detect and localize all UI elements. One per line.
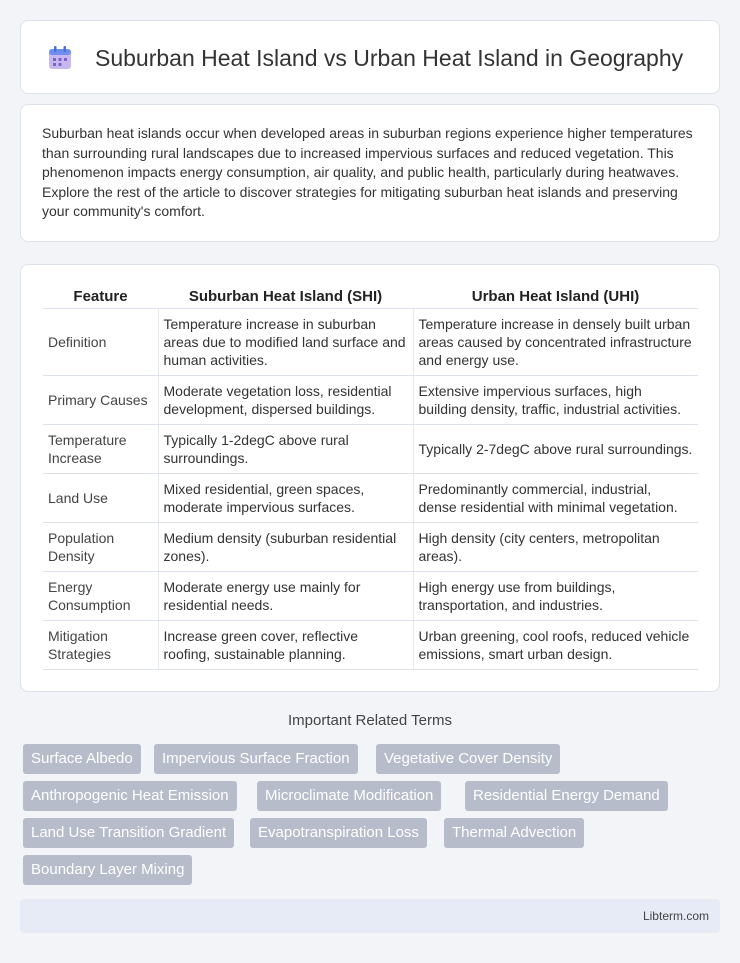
- feature-cell: Mitigation Strategies: [43, 620, 158, 669]
- term-tag[interactable]: Surface Albedo: [23, 744, 141, 774]
- calendar-icon: [47, 45, 73, 71]
- footer: [20, 899, 720, 933]
- table-header-row: [43, 282, 698, 308]
- table-row: [43, 522, 698, 571]
- header-card: [20, 20, 720, 94]
- shi-cell: Mixed residential, green spaces, moderate impervious surfaces.: [158, 473, 413, 522]
- table-row: [43, 620, 698, 669]
- uhi-cell: Predominantly commercial, industrial, dense residential with minimal vegetation.: [413, 473, 698, 522]
- shi-cell: Increase green cover, reflective roofing, sustainable planning.: [158, 620, 413, 669]
- table-row: [43, 571, 698, 620]
- table-row: [43, 308, 698, 375]
- term-tag[interactable]: Boundary Layer Mixing: [23, 855, 192, 885]
- shi-cell: Moderate vegetation loss, residential development, dispersed buildings.: [158, 375, 413, 424]
- comparison-table-card: [20, 264, 720, 692]
- uhi-cell: High energy use from buildings, transportation, and industries.: [413, 571, 698, 620]
- shi-cell: Typically 1-2degC above rural surroundings.: [158, 424, 413, 473]
- column-header-feature: Feature: [43, 282, 158, 308]
- table-row: [43, 375, 698, 424]
- uhi-cell: Extensive impervious surfaces, high building density, traffic, industrial activities.: [413, 375, 698, 424]
- feature-cell: Energy Consumption: [43, 571, 158, 620]
- term-tag[interactable]: Land Use Transition Gradient: [23, 818, 234, 848]
- intro-paragraph: Suburban heat islands occur when developed areas in suburban regions experience higher temperatures than surrounding rural landscapes due to increased impervious surfaces and reduced vegetation. This phenomenon impacts energy consumption, air quality, and public health, particularly during heatwaves. Explore the rest of the article to discover strategies for mitigating suburban heat islands and preserving your community's comfort.: [42, 125, 693, 220]
- table-row: [43, 473, 698, 522]
- term-tag[interactable]: Residential Energy Demand: [465, 781, 668, 811]
- term-tag[interactable]: Evapotranspiration Loss: [250, 818, 427, 848]
- shi-cell: Temperature increase in suburban areas due to modified land surface and human activities.: [158, 308, 413, 375]
- uhi-cell: Typically 2-7degC above rural surroundings.: [413, 424, 698, 473]
- term-tag[interactable]: Anthropogenic Heat Emission: [23, 781, 237, 811]
- term-tag[interactable]: Thermal Advection: [444, 818, 584, 848]
- feature-cell: Definition: [43, 308, 158, 375]
- uhi-cell: Urban greening, cool roofs, reduced vehicle emissions, smart urban design.: [413, 620, 698, 669]
- comparison-table: [43, 282, 698, 670]
- feature-cell: Temperature Increase: [43, 424, 158, 473]
- feature-cell: Land Use: [43, 473, 158, 522]
- feature-cell: Population Density: [43, 522, 158, 571]
- uhi-cell: High density (city centers, metropolitan areas).: [413, 522, 698, 571]
- shi-cell: Medium density (suburban residential zones).: [158, 522, 413, 571]
- page-title: Suburban Heat Island vs Urban Heat Island in Geography: [95, 45, 684, 71]
- term-tag[interactable]: Impervious Surface Fraction: [154, 744, 358, 774]
- intro-card: [20, 104, 720, 242]
- related-terms-title: Important Related Terms: [288, 712, 452, 729]
- column-header-uhi: Urban Heat Island (UHI): [413, 282, 698, 308]
- term-tag[interactable]: Vegetative Cover Density: [376, 744, 560, 774]
- table-row: [43, 424, 698, 473]
- footer-site-link[interactable]: Libterm.com: [642, 909, 709, 923]
- shi-cell: Moderate energy use mainly for residential needs.: [158, 571, 413, 620]
- column-header-shi: Suburban Heat Island (SHI): [158, 282, 413, 308]
- uhi-cell: Temperature increase in densely built urban areas caused by concentrated infrastructure and energy use.: [413, 308, 698, 375]
- term-tag[interactable]: Microclimate Modification: [257, 781, 441, 811]
- feature-cell: Primary Causes: [43, 375, 158, 424]
